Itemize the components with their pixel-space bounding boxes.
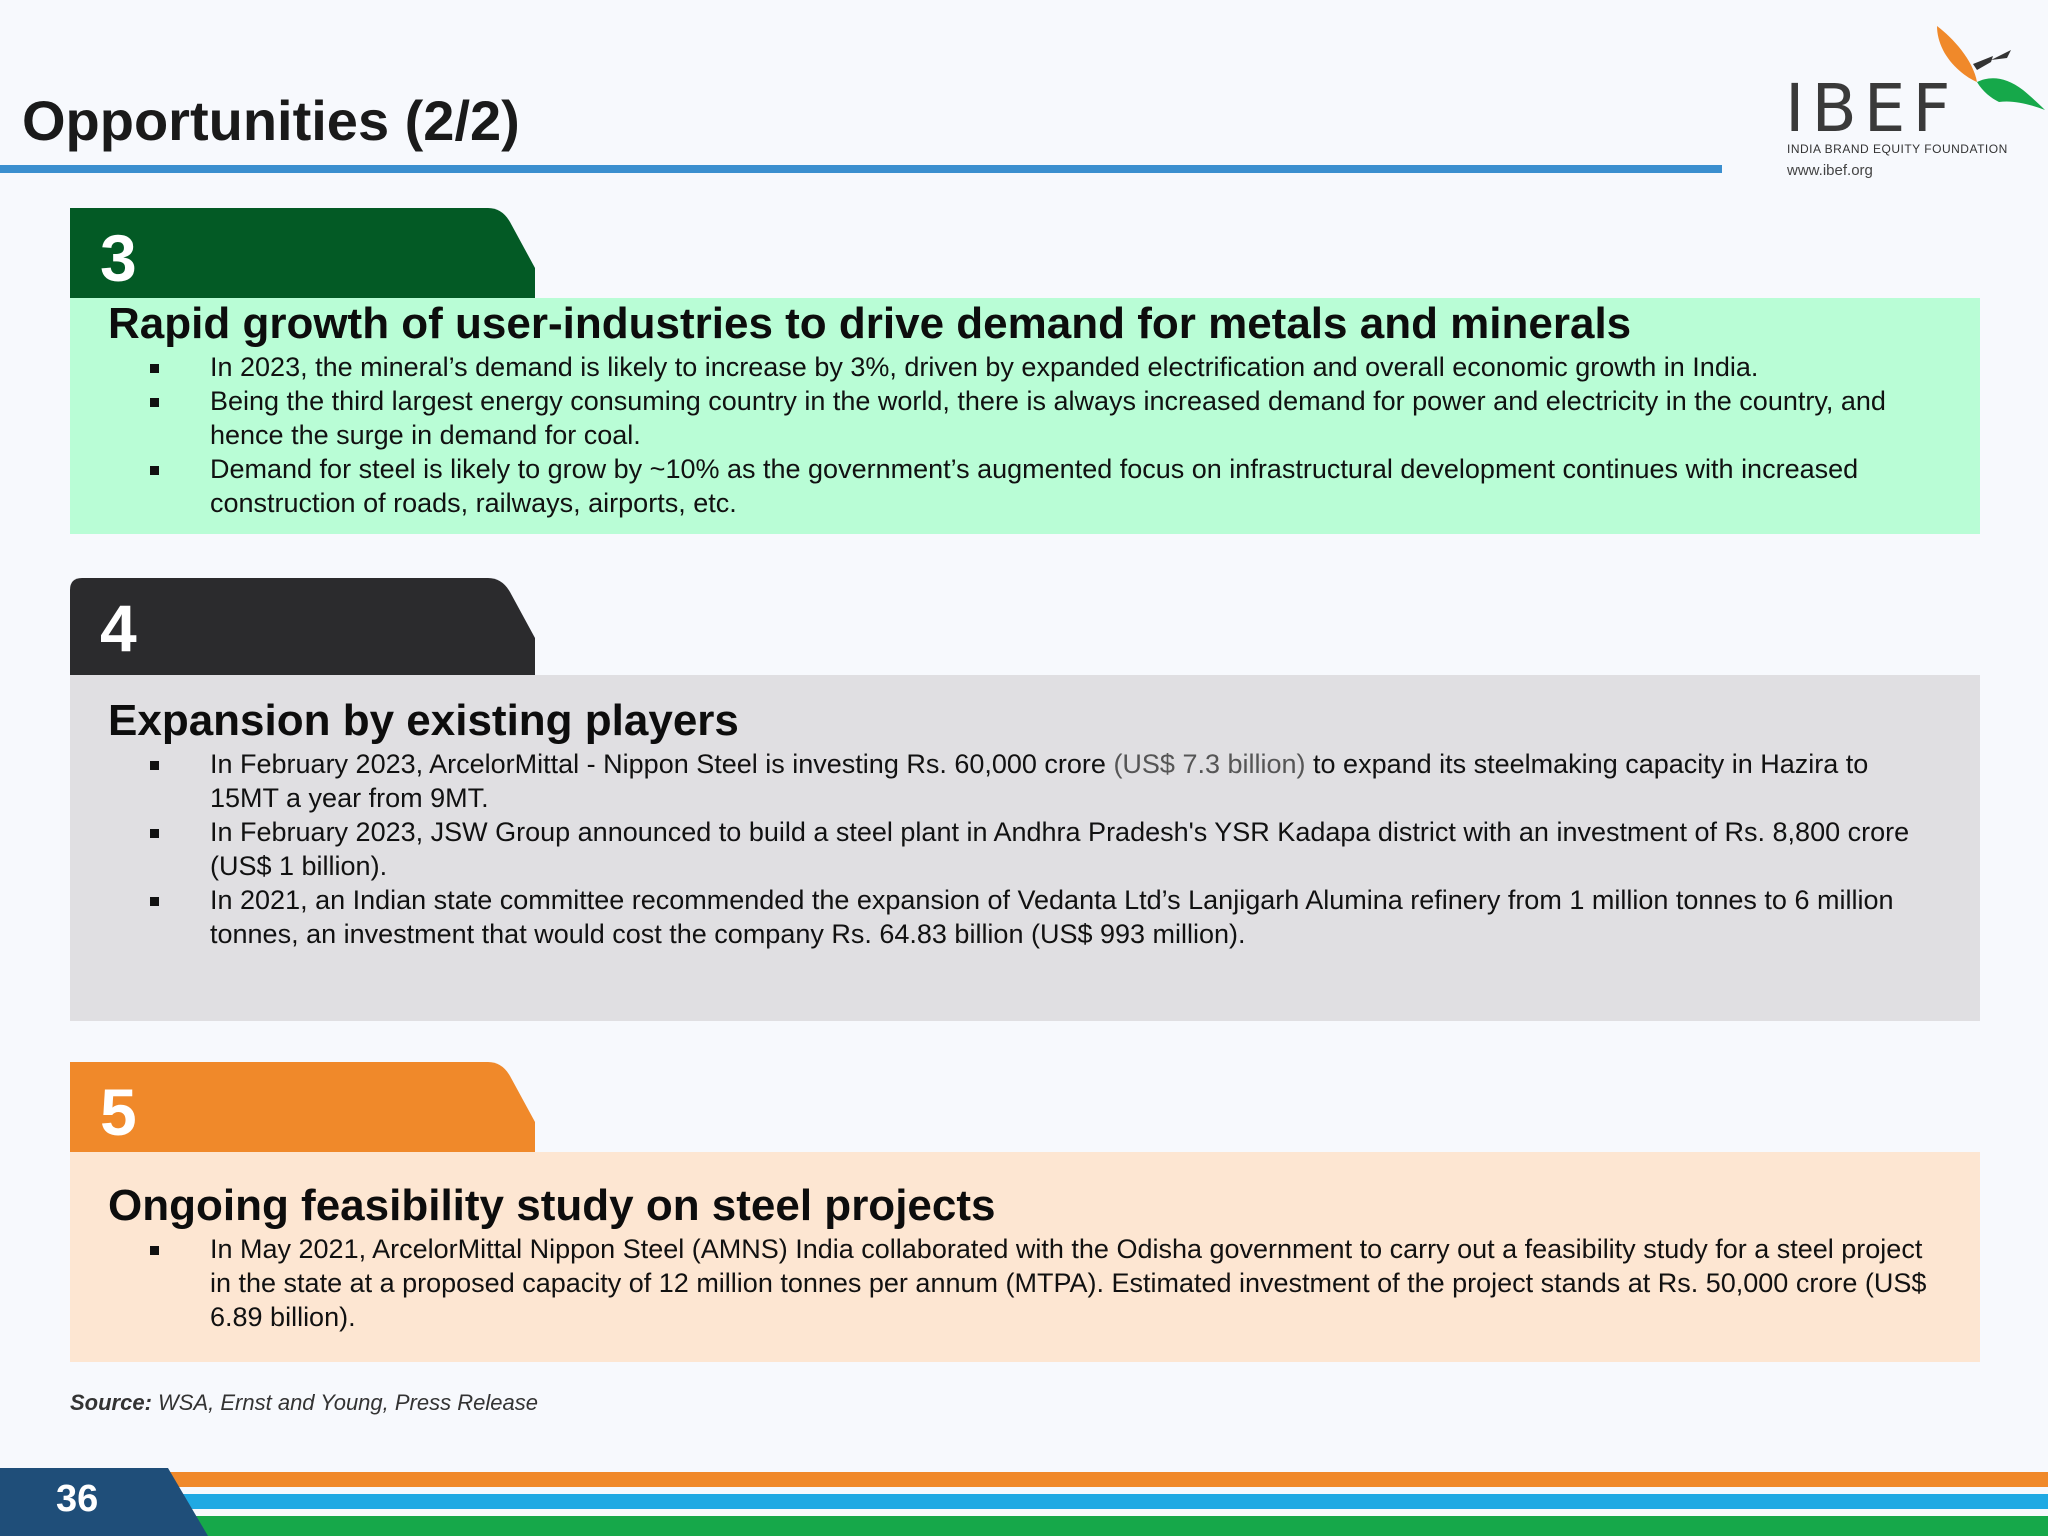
section-3-tab <box>70 208 535 300</box>
section-5-tab-shape <box>70 1062 535 1154</box>
bullet-icon <box>150 1246 159 1255</box>
logo-tagline: INDIA BRAND EQUITY FOUNDATION <box>1787 142 2008 156</box>
bullet-icon <box>150 398 159 407</box>
bullet-icon <box>150 364 159 373</box>
list-item: Demand for steel is likely to grow by ~10% as the government’s augmented focus on infrastructural development continues with increased construction of roads, railways, airports, etc. <box>108 452 1940 520</box>
bird-icon <box>1933 20 2048 120</box>
page-title: Opportunities (2/2) <box>22 89 520 152</box>
section-4-number: 4 <box>100 591 137 665</box>
bullet-icon <box>150 897 159 906</box>
bullet-icon <box>150 761 159 770</box>
list-item: In February 2023, ArcelorMittal - Nippon Steel is investing Rs. 60,000 crore (US$ 7.3 billion) to expand its steelmaking capacity in Hazira to 15MT a year from 9MT. <box>108 747 1940 815</box>
bullet-icon <box>150 829 159 838</box>
source-note: Source: WSA, Ernst and Young, Press Release <box>70 1390 538 1415</box>
section-5-tab <box>70 1062 535 1154</box>
list-item: In May 2021, ArcelorMittal Nippon Steel (AMNS) India collaborated with the Odisha government to carry out a feasibility study for a steel project in the state at a proposed capacity of 12 million tonnes per annum (MTPA). Estimated investment of the project stands at Rs. 50,000 crore (US$ 6.89 billion). <box>108 1232 1940 1334</box>
section-5-heading: Ongoing feasibility study on steel projects <box>108 1181 996 1230</box>
logo-wordmark: IBEF <box>1785 70 1958 147</box>
section-4-bullets <box>108 747 1940 951</box>
section-3-heading: Rapid growth of user-industries to drive demand for metals and minerals <box>108 299 1632 348</box>
section-5-bullets <box>108 1232 1940 1334</box>
bullet-icon <box>150 466 159 475</box>
list-item: Being the third largest energy consuming country in the world, there is always increased demand for power and electricity in the country, and hence the surge in demand for coal. <box>108 384 1940 452</box>
section-3-tab-shape <box>70 208 535 300</box>
footer-stripe-orange <box>160 1472 2048 1487</box>
section-3-bullets <box>108 350 1940 520</box>
section-3-number: 3 <box>100 221 137 295</box>
page-number-tab <box>0 1468 210 1536</box>
page-number: 36 <box>56 1478 99 1520</box>
footer-stripe-blue <box>160 1494 2048 1509</box>
section-3-panel <box>70 298 1980 534</box>
title-divider <box>0 165 1722 173</box>
footer-stripe-green <box>160 1516 2048 1536</box>
list-item: In 2021, an Indian state committee recommended the expansion of Vedanta Ltd’s Lanjigarh Alumina refinery from 1 million tonnes to 6 million tonnes, an investment that would cost the company Rs. 64.83 billion (US$ 993 million). <box>108 883 1940 951</box>
section-5-number: 5 <box>100 1075 137 1149</box>
list-item: In 2023, the mineral’s demand is likely to increase by 3%, driven by expanded electrification and overall economic growth in India. <box>108 350 1940 384</box>
section-4-tab-shape <box>70 578 535 675</box>
section-4-tab <box>70 578 535 670</box>
section-5-panel <box>70 1152 1980 1362</box>
ibef-logo[interactable] <box>1785 20 2048 190</box>
logo-url: www.ibef.org <box>1787 162 1873 179</box>
list-item: In February 2023, JSW Group announced to build a steel plant in Andhra Pradesh's YSR Kadapa district with an investment of Rs. 8,800 crore (US$ 1 billion). <box>108 815 1940 883</box>
section-4-panel <box>70 675 1980 1021</box>
section-4-heading: Expansion by existing players <box>108 696 739 745</box>
